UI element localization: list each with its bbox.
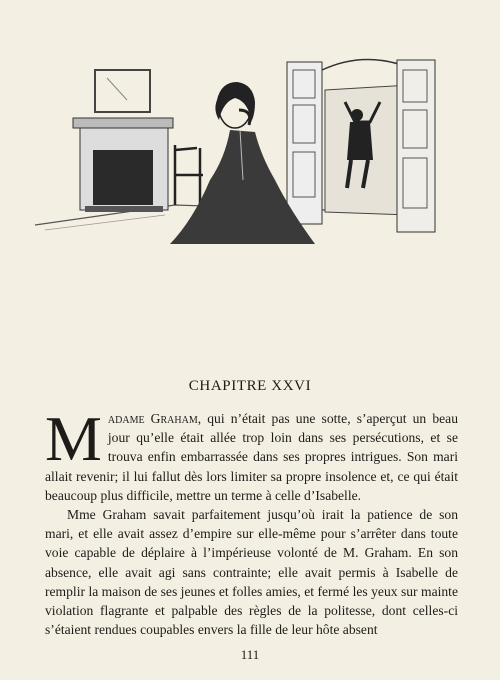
- paragraph-2: Mme Graham savait parfaitement jusqu’où irait la patience de son mari, et elle avait assez d’empire sur elle-même pour s’arrêter dans toute voie capable de déplaire à l’impérieuse volonté de M. Graham. En son absence, elle avait agi sans contrainte; elle avait permis à Isabelle de remplir la maison de ses jeunes et folles amies, et fermé les yeux sur mainte violation flagrante et palpable des règles de la politesse, dont celles-ci s’étaient rendues coupables envers la fille de leur hôte absent: [45, 507, 458, 638]
- page-number: 111: [240, 647, 260, 662]
- chapter-title: CHAPITRE XXVI: [188, 378, 312, 394]
- paragraph-1: [45, 403, 458, 505]
- opening-smallcaps: adame Graham: [107, 411, 198, 426]
- drop-cap: M: [45, 403, 102, 474]
- chapter-text: [45, 403, 458, 639]
- paragraph-1-text: , qui n’était pas une sotte, s’aperçut un beau jour qu’elle était allée trop loin dans ses persécutions, et se trouva enfin embarrassée dans ses propres intrigues. Son mari allait revenir; il lui fallut dès lors limiter sa propre insolence et, ce qui était beaucoup plus difficile, mettre un terme à celle d’Isabelle.: [45, 411, 458, 503]
- chapter-illustration: [25, 30, 445, 260]
